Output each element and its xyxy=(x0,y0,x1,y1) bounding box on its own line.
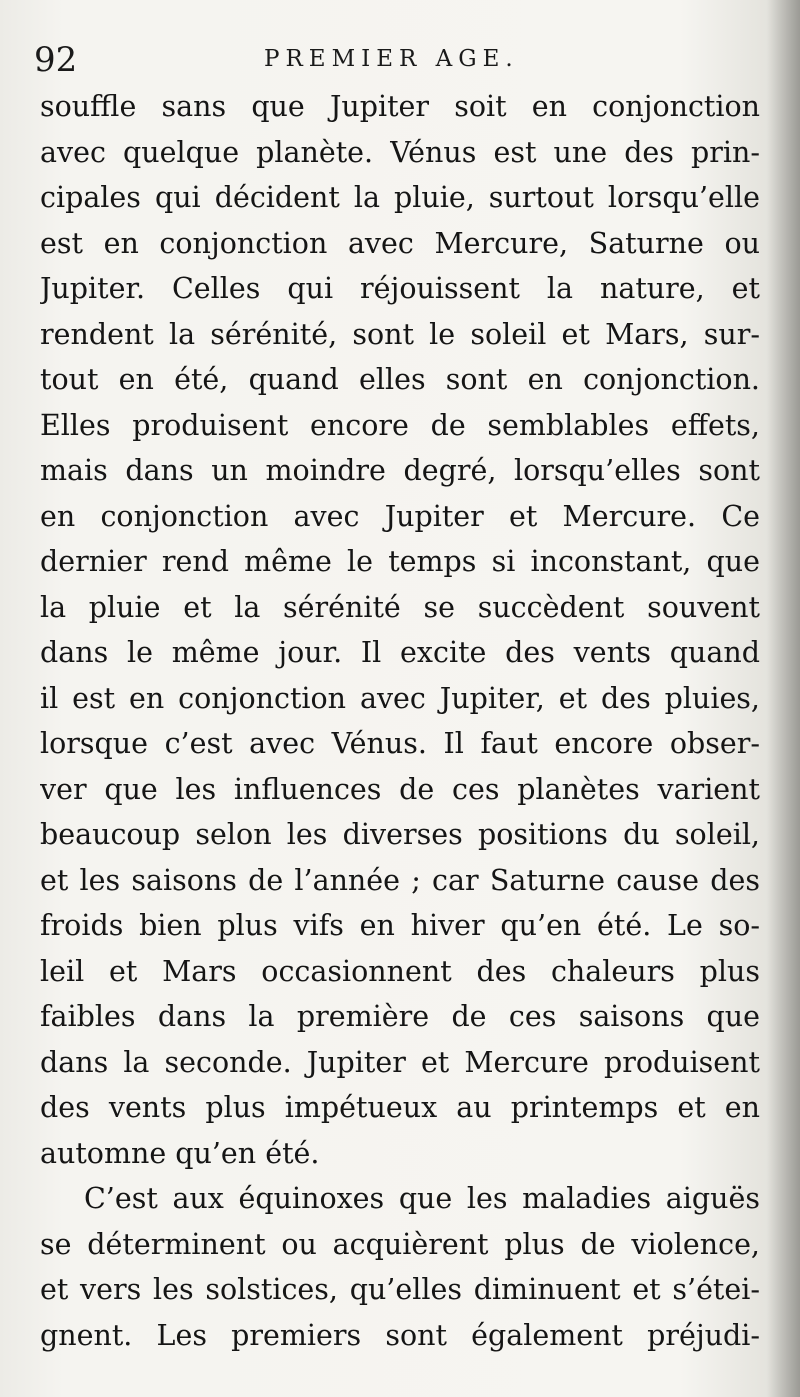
text-line: et vers les solstices, qu’elles diminuent et s’étei- xyxy=(40,1273,760,1306)
text-line: automne qu’en été. xyxy=(40,1136,320,1170)
text-line: dernier rend même le temps si inconstant, que xyxy=(40,545,760,578)
page-number: 92 xyxy=(34,40,78,80)
text-line: beaucoup selon les diverses positions du soleil, xyxy=(40,818,760,851)
text-line: se déterminent ou acquièrent plus de violence, xyxy=(40,1227,760,1261)
text-line: des vents plus impétueux au printemps et en xyxy=(40,1091,760,1124)
text-line: la pluie et la sérénité se succèdent souvent xyxy=(40,590,760,624)
text-line: et les saisons de l’année ; car Saturne cause des xyxy=(40,863,760,897)
body-text xyxy=(40,84,760,1358)
text-line: froids bien plus vifs en hiver qu’en été. Le so- xyxy=(40,909,760,942)
text-line: il est en conjonction avec Jupiter, et des pluies, xyxy=(40,681,760,715)
text-line: lorsque c’est avec Vénus. Il faut encore obser- xyxy=(40,727,760,760)
text-line: rendent la sérénité, sont le soleil et Mars, sur- xyxy=(40,317,760,351)
text-line: souffle sans que Jupiter soit en conjonction xyxy=(40,90,760,123)
text-line: dans la seconde. Jupiter et Mercure produisent xyxy=(40,1045,760,1079)
text-line: Elles produisent encore de semblables effets, xyxy=(40,408,760,442)
text-line: avec quelque planète. Vénus est une des prin- xyxy=(40,135,760,169)
text-line: mais dans un moindre degré, lorsqu’elles sont xyxy=(40,454,760,487)
text-line: C’est aux équinoxes que les maladies aiguës xyxy=(84,1182,760,1215)
text-line: leil et Mars occasionnent des chaleurs plus xyxy=(40,954,760,988)
text-line: Jupiter. Celles qui réjouissent la nature, et xyxy=(40,272,760,305)
running-head: PREMIER AGE. xyxy=(264,46,519,72)
page-header xyxy=(34,40,754,80)
text-line: cipales qui décident la pluie, surtout lorsqu’elle xyxy=(40,181,760,214)
text-line: gnent. Les premiers sont également préjudi- xyxy=(40,1318,760,1352)
gutter-shadow xyxy=(766,0,800,1397)
text-line: est en conjonction avec Mercure, Saturne ou xyxy=(40,226,760,260)
text-line: ver que les influences de ces planètes varient xyxy=(40,772,760,806)
text-line: dans le même jour. Il excite des vents quand xyxy=(40,636,760,669)
text-line: tout en été, quand elles sont en conjonction. xyxy=(40,363,760,396)
text-line: faibles dans la première de ces saisons que xyxy=(40,1000,760,1033)
text-line: en conjonction avec Jupiter et Mercure. Ce xyxy=(40,499,760,533)
